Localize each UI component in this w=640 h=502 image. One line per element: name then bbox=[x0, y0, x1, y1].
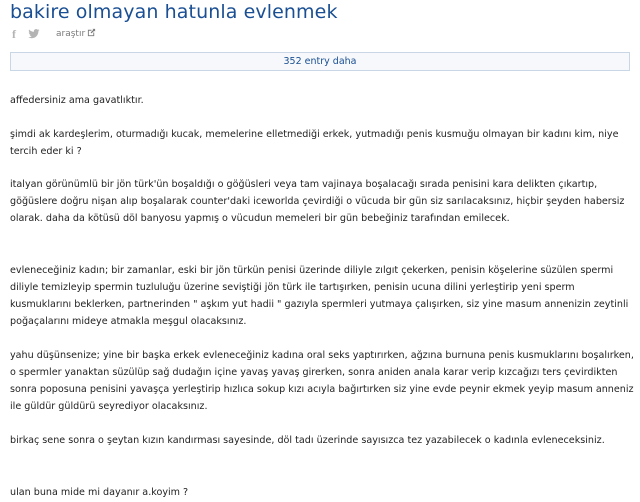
entry-paragraph-5: yahu düşünsenize; yine bir başka erkek evleneceğiniz kadına oral seks yaptırırken, ağzına burnuna penis kusmuklarını boşalırken, o spermler yanaktan süzülüp sağ dudağın içine yavaş yavaş girerken, sonra aniden anala karar verip kızcağızı ters çevirdikten sonra poposuna penisini yavaşça yerleştirip hızlıca sokup kızı acıyla bağırtırken siz yine evde peynir ekmek yeyip masum anneniz ile güldür güldürü seyrediyor olacaksınız. bbox=[10, 350, 634, 412]
entry-paragraph-1: affedersiniz ama gavatlıktır. bbox=[10, 95, 144, 106]
external-link-icon bbox=[87, 28, 96, 40]
more-entries-label: 352 entry daha bbox=[283, 56, 357, 67]
more-entries-button[interactable] bbox=[10, 52, 630, 71]
entry-paragraph-7: ulan buna mide mi dayanır a.koyim ? bbox=[10, 487, 189, 498]
entry-paragraph-2: şimdi ak kardeşlerim, oturmadığı kucak, memelerine elletmediği erkek, yutmadığı penis kusmuğu olmayan bir kadını kim, niye tercih eder ki ? bbox=[10, 129, 619, 157]
search-link-label: araştır bbox=[56, 29, 86, 39]
search-link[interactable] bbox=[56, 28, 96, 40]
share-row bbox=[12, 26, 96, 42]
entry-paragraph-6: birkaç sene sonra o şeytan kızın kandırması sayesinde, döl tadı üzerinde sayısızca tez yazabilecek o kadınla evleneceksiniz. bbox=[10, 435, 605, 446]
entry-paragraph-4: evleneceğiniz kadın; bir zamanlar, eski bir jön türkün penisi üzerinde diliyle zılgıt çekerken, penisin köşelerine süzülen spermi diliyle temizleyip spermin tuzluluğu üzerine seviştiği jön türk ile tartışırken, penisin ucuna dilini yerleştirip yeni sperm kusmuklarını beklerken, partnerinden " aşkım yut hadii " gazıyla spermleri yutmaya çalışırken, siz yine masum annenizin zeytinli poğaçalarını mideye atmakla meşgul olacaksınız. bbox=[10, 265, 629, 327]
twitter-icon[interactable] bbox=[28, 29, 44, 39]
topic-title[interactable]: bakire olmayan hatunla evlenmek bbox=[10, 1, 338, 23]
entry-paragraph-3: italyan görünümlü bir jön türk'ün boşaldığı o göğüsleri veya tam vajinaya boşalacağı sırada penisini kara delikten çıkartıp, göğüslere doğru nişan alıp boşalarak counter'daki iceworlda çevirdiği o vücuda bir gün siz sarılacaksınız, hiçbir şeyden habersiz olarak. daha da kötüsü döl banyosu yapmış o vücudun memeleri bir gün bebeğiniz tarafından emilecek. bbox=[10, 179, 625, 224]
facebook-icon[interactable]: f bbox=[12, 27, 16, 41]
